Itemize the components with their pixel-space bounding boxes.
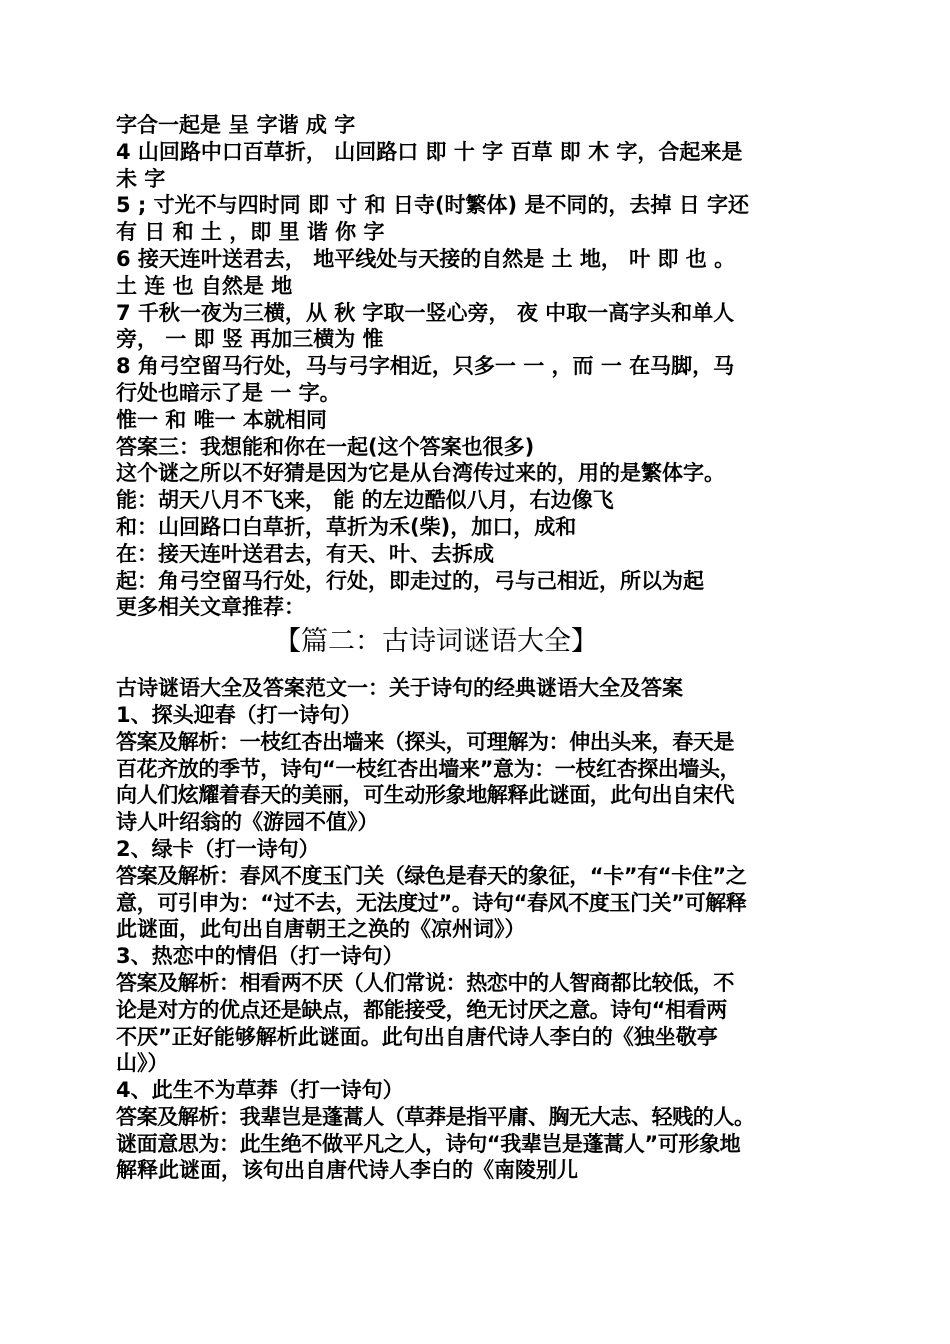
text-line: 答案三：我想能和你在一起(这个答案也很多) <box>116 434 535 459</box>
text-line: 百花齐放的季节，诗句“一枝红杏出墙来”意为：一枝红杏探出墙头， <box>116 756 741 781</box>
text-line: 4 山回路中口百草折， 山回路口 即 十 字 百草 即 木 字，合起来是 <box>116 139 743 164</box>
text-line: 7 千秋一夜为三横，从 秋 字取一竖心旁， 夜 中取一高字头和单人 <box>116 300 735 325</box>
text-line: 和：山回路口白草折，草折为禾(柴)，加口，成和 <box>116 514 577 539</box>
text-line: 论是对方的优点还是缺点，都能接受，绝无讨厌之意。诗句“相看两 <box>116 997 727 1022</box>
text-line: 5 ; 寸光不与四时同 即 寸 和 日寺(时繁体) 是不同的，去掉 日 字还 <box>116 193 750 218</box>
text-line: 古诗谜语大全及答案范文一：关于诗句的经典谜语大全及答案 <box>116 676 683 701</box>
text-line: 字合一起是 呈 字谐 成 字 <box>116 113 356 137</box>
text-line: 行处也暗示了是 一 字。 <box>116 380 341 405</box>
text-line: 山》） <box>116 1051 169 1076</box>
riddle-title: 2、绿卡（打一诗句） <box>116 836 320 861</box>
riddle-title: 1、探头迎春（打一诗句） <box>116 702 362 727</box>
text-line: 答案及解析：春风不度玉门关（绿色是春天的象征，“卡”有“卡住”之 <box>116 863 747 888</box>
riddle-title: 4、此生不为草莽（打一诗句） <box>116 1078 404 1103</box>
text-line: 未 字 <box>116 166 166 191</box>
text-line: 起：角弓空留马行处，行处，即走过的，弓与己相近，所以为起 <box>116 568 704 593</box>
text-line: 旁， 一 即 竖 再加三横为 惟 <box>116 327 384 352</box>
text-line: 解释此谜面，该句出自唐代诗人李白的《南陵别儿 <box>116 1158 578 1183</box>
text-line: 8 角弓空留马行处，马与弓字相近，只多一 一 ，而 一 在马脚，马 <box>116 354 735 379</box>
text-line: 答案及解析：一枝红杏出墙来（探头，可理解为：伸出头来，春天是 <box>116 729 734 754</box>
riddle-explanations-section <box>116 112 840 621</box>
text-line: 这个谜之所以不好猜是因为它是从台湾传过来的，用的是繁体字。 <box>116 461 725 486</box>
text-line: 答案及解析：相看两不厌（人们常说：热恋中的人智商都比较低，不 <box>116 970 734 995</box>
riddle-title: 3、热恋中的情侣（打一诗句） <box>116 944 404 969</box>
text-line: 惟一 和 唯一 本就相同 <box>116 407 327 432</box>
text-line: 此谜面，此句出自唐朝王之涣的《凉州词》） <box>116 917 526 942</box>
section-heading: 【篇二：古诗词谜语大全】 <box>274 626 598 658</box>
text-line: 意，可引申为：“过不去，无法度过”。诗句“春风不度玉门关”可解释 <box>116 890 747 915</box>
poem-riddles-section <box>116 675 840 1184</box>
related-articles-label: 更多相关文章推荐： <box>116 595 305 620</box>
text-line: 答案及解析：我辈岂是蓬蒿人（草莽是指平庸、胸无大志、轻贱的人。 <box>116 1104 755 1129</box>
document-page <box>116 112 840 1184</box>
text-line: 在：接天连叶送君去，有天、叶、去拆成 <box>116 541 494 566</box>
text-line: 能：胡天八月不飞来， 能 的左边酷似八月，右边像飞 <box>116 488 614 513</box>
text-line: 有 日 和 土 ，即 里 谐 你 字 <box>116 220 385 245</box>
text-line: 谜面意思为：此生绝不做平凡之人，诗句“我辈岂是蓬蒿人”可形象地 <box>116 1131 741 1156</box>
text-line: 诗人叶绍翁的《游园不值》） <box>116 810 379 835</box>
text-line: 向人们炫耀着春天的美丽，可生动形象地解释此谜面，此句出自宋代 <box>116 783 734 808</box>
text-line: 6 接天连叶送君去， 地平线处与天接的自然是 土 地， 叶 即 也 。 <box>116 246 736 271</box>
text-line: 土 连 也 自然是 地 <box>116 273 293 298</box>
text-line: 不厌”正好能够解析此谜面。此句出自唐代诗人李白的《独坐敬亭 <box>116 1024 718 1049</box>
